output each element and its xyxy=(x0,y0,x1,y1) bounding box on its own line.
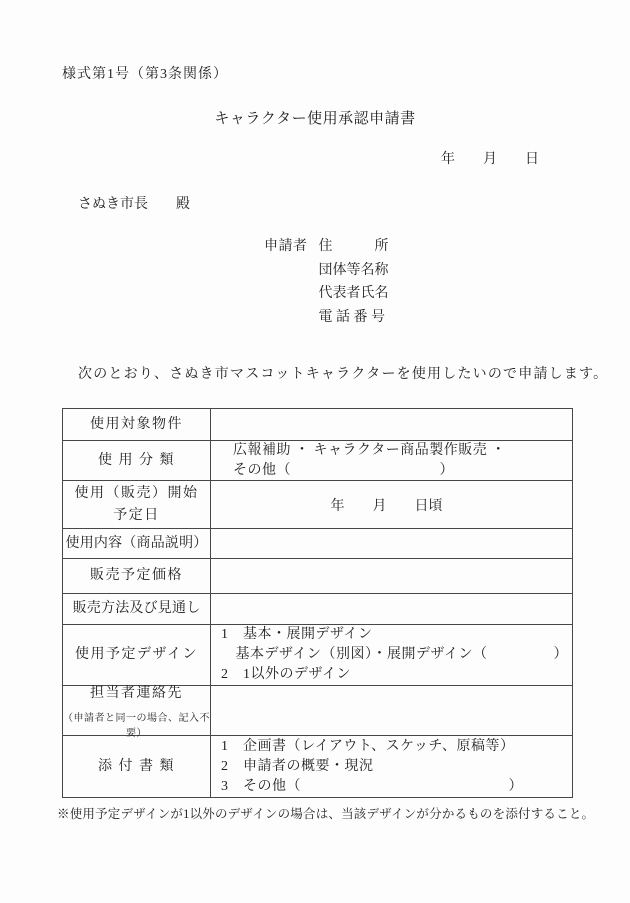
input-use-category[interactable] xyxy=(211,441,572,480)
planned-design-option-2: 2 1以外のデザイン xyxy=(221,667,352,682)
label-sales-method: 販売方法及び見通し xyxy=(63,594,211,624)
applicant-org-name-label: 団体等名称 xyxy=(318,262,389,278)
label-planned-design: 使用予定デザイン xyxy=(63,625,211,685)
input-attachments[interactable] xyxy=(211,736,572,797)
planned-design-detail: 基本デザイン（別図）・展開デザイン（ ） xyxy=(221,647,568,662)
input-planned-design[interactable] xyxy=(211,625,572,685)
row-planned-price xyxy=(63,559,572,594)
row-use-description xyxy=(63,529,572,559)
attachment-item-2: 2 申請者の概要・現況 xyxy=(221,758,374,774)
date-line: 年 月 日 xyxy=(441,152,539,167)
applicant-representative-label: 代表者氏名 xyxy=(318,286,389,301)
row-attachments xyxy=(63,736,572,798)
attachment-item-3: 3 その他（ ） xyxy=(221,778,523,794)
footnote: ※使用予定デザインが1以外のデザインの場合は、当該デザインが分かるものを添付すること。 xyxy=(57,807,595,821)
attachment-item-1: 1 企画書（レイアウト、スケッチ、原稿等） xyxy=(221,738,515,754)
use-category-options: 広報補助 ・ キャラクター商品製作販売 ・ xyxy=(233,442,506,458)
row-use-category xyxy=(63,441,572,481)
input-use-description[interactable] xyxy=(211,529,572,558)
application-table xyxy=(62,408,573,798)
row-planned-design xyxy=(63,625,572,686)
row-use-start-date xyxy=(63,481,572,529)
label-use-start-date: 使用（販売）開始 予定日 xyxy=(63,481,211,528)
label-contact-person: 担当者連絡先 （申請者と同一の場合、記入不要） xyxy=(63,685,210,739)
label-planned-price: 販売予定価格 xyxy=(63,559,211,593)
input-use-target-item[interactable] xyxy=(211,409,572,440)
form-number: 様式第1号（第3条関係） xyxy=(62,67,228,82)
label-attachments: 添 付 書 類 xyxy=(63,736,211,797)
input-use-start-date[interactable] xyxy=(211,481,572,528)
planned-design-option-1: 1 基本・展開デザイン xyxy=(221,627,373,642)
label-use-description: 使用内容（商品説明） xyxy=(63,529,211,558)
document-title: キャラクター使用承認申請書 xyxy=(214,111,416,127)
label-use-target-item: 使用対象物件 xyxy=(63,409,211,440)
applicant-fields xyxy=(319,235,389,329)
use-category-other: その他（ ） xyxy=(233,462,454,478)
addressee: さぬき市長 殿 xyxy=(78,197,190,212)
input-sales-method[interactable] xyxy=(211,594,572,624)
use-start-date-blanks: 年 月 日頃 xyxy=(330,498,443,514)
intro-text: 次のとおり、さぬき市マスコットキャラクターを使用したいので申請します。 xyxy=(78,367,609,382)
row-sales-method xyxy=(63,594,572,625)
applicant-address-label: 住 所 xyxy=(318,239,389,254)
label-use-category: 使 用 分 類 xyxy=(63,441,211,480)
label-contact-person-note: （申請者と同一の場合、記入不要） xyxy=(63,712,210,739)
applicant-label: 申請者 xyxy=(264,239,308,254)
applicant-phone-label: 電 話 番 号 xyxy=(318,309,385,325)
input-contact-person[interactable] xyxy=(211,686,572,735)
applicant-block xyxy=(264,235,389,329)
row-contact-person xyxy=(63,685,572,739)
input-planned-price[interactable] xyxy=(211,559,572,593)
row-use-target-item xyxy=(63,409,572,441)
